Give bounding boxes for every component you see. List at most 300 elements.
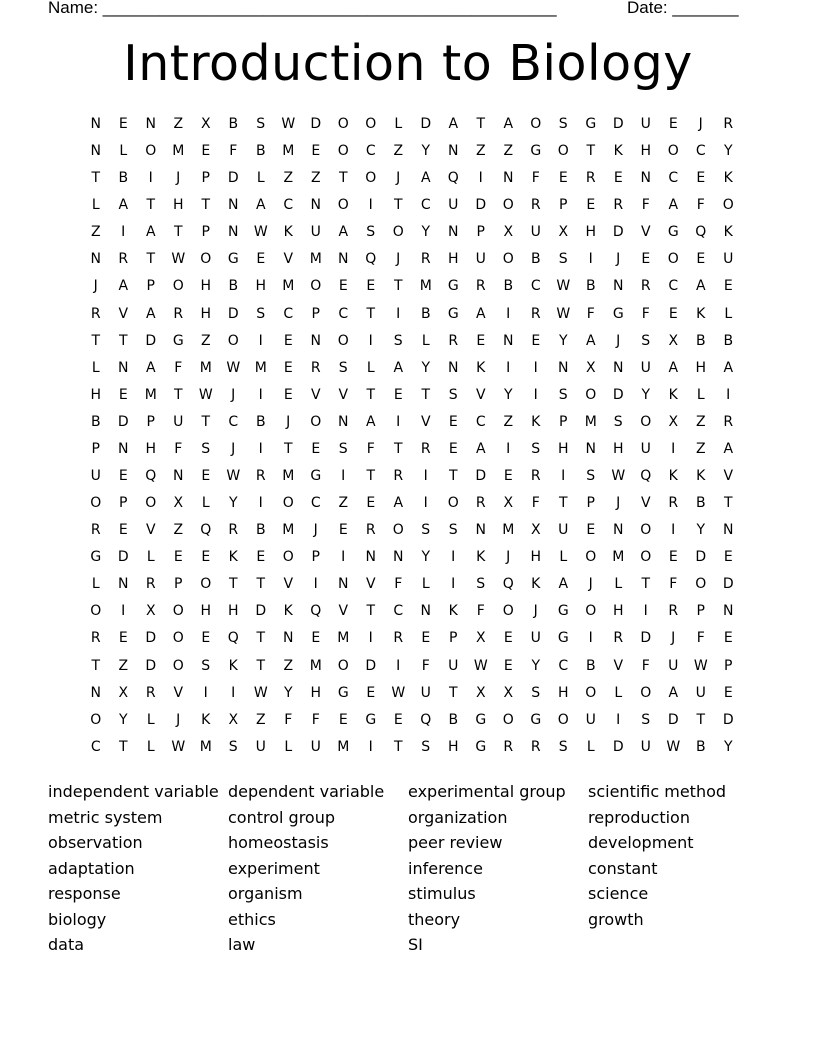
grid-letter[interactable]: T xyxy=(393,278,403,295)
grid-letter[interactable]: E xyxy=(118,468,128,485)
grid-letter[interactable]: J xyxy=(506,549,511,566)
grid-letter[interactable]: O xyxy=(502,251,514,268)
grid-letter[interactable]: Y xyxy=(558,332,568,349)
grid-letter[interactable]: I xyxy=(258,386,263,403)
grid-letter[interactable]: S xyxy=(641,711,651,728)
grid-letter[interactable]: P xyxy=(201,170,210,187)
grid-letter[interactable]: E xyxy=(696,251,706,268)
grid-letter[interactable]: Z xyxy=(503,143,514,160)
grid-letter[interactable]: S xyxy=(201,657,211,674)
grid-letter[interactable]: O xyxy=(502,603,514,620)
grid-letter[interactable]: R xyxy=(613,630,624,647)
grid-letter[interactable]: T xyxy=(696,711,706,728)
grid-letter[interactable]: C xyxy=(668,170,679,187)
grid-letter[interactable]: M xyxy=(282,278,295,295)
grid-letter[interactable]: C xyxy=(90,738,101,755)
grid-letter[interactable]: U xyxy=(640,440,651,457)
grid-letter[interactable]: O xyxy=(502,711,514,728)
grid-letter[interactable]: K xyxy=(668,386,678,403)
grid-letter[interactable]: T xyxy=(366,468,376,485)
grid-letter[interactable]: F xyxy=(641,657,650,674)
grid-letter[interactable]: J xyxy=(396,251,401,268)
grid-letter[interactable]: Q xyxy=(145,468,157,485)
grid-letter[interactable]: J xyxy=(588,576,593,593)
grid-letter[interactable]: I xyxy=(121,603,126,620)
grid-letter[interactable]: J xyxy=(231,386,236,403)
grid-letter[interactable]: A xyxy=(255,197,266,214)
grid-letter[interactable]: U xyxy=(640,359,651,376)
grid-letter[interactable]: G xyxy=(585,116,597,132)
grid-letter[interactable]: I xyxy=(396,305,401,322)
grid-letter[interactable]: R xyxy=(90,522,101,539)
grid-letter[interactable]: Z xyxy=(173,522,184,539)
grid-letter[interactable]: Y xyxy=(723,738,733,755)
grid-letter[interactable]: F xyxy=(394,576,403,593)
grid-letter[interactable]: A xyxy=(723,359,734,376)
grid-letter[interactable]: X xyxy=(668,413,679,430)
grid-letter[interactable]: A xyxy=(475,305,486,322)
grid-letter[interactable]: F xyxy=(641,197,650,214)
grid-letter[interactable]: T xyxy=(118,738,128,755)
grid-letter[interactable]: I xyxy=(396,657,401,674)
grid-letter[interactable]: R xyxy=(310,359,321,376)
grid-letter[interactable]: B xyxy=(695,738,706,755)
grid-letter[interactable]: F xyxy=(696,630,705,647)
grid-letter[interactable]: U xyxy=(723,251,734,268)
grid-letter[interactable]: A xyxy=(695,278,706,295)
grid-letter[interactable]: S xyxy=(448,386,458,403)
grid-letter[interactable]: C xyxy=(393,603,404,620)
grid-letter[interactable]: A xyxy=(145,359,156,376)
grid-letter[interactable]: G xyxy=(90,549,102,566)
grid-letter[interactable]: O xyxy=(557,711,569,728)
grid-letter[interactable]: U xyxy=(530,630,541,647)
grid-letter[interactable]: M xyxy=(612,549,625,566)
grid-letter[interactable]: T xyxy=(476,116,486,132)
grid-letter[interactable]: T xyxy=(91,170,101,187)
grid-letter[interactable]: M xyxy=(419,278,432,295)
grid-letter[interactable]: L xyxy=(394,116,403,132)
grid-letter[interactable]: F xyxy=(421,657,430,674)
grid-letter[interactable]: L xyxy=(614,684,623,701)
grid-letter[interactable]: G xyxy=(172,332,184,349)
grid-letter[interactable]: E xyxy=(393,711,403,728)
grid-letter[interactable]: A xyxy=(448,116,459,132)
grid-letter[interactable]: Y xyxy=(696,522,706,539)
grid-letter[interactable]: S xyxy=(476,576,486,593)
grid-letter[interactable]: M xyxy=(199,738,212,755)
grid-letter[interactable]: U xyxy=(310,224,321,241)
grid-letter[interactable]: G xyxy=(667,224,679,241)
grid-letter[interactable]: I xyxy=(231,684,236,701)
grid-letter[interactable]: T xyxy=(558,495,568,512)
grid-letter[interactable]: E xyxy=(366,495,376,512)
grid-letter[interactable]: Y xyxy=(421,549,431,566)
grid-letter[interactable]: D xyxy=(145,657,157,674)
grid-letter[interactable]: B xyxy=(228,116,239,132)
grid-letter[interactable]: H xyxy=(585,224,597,241)
grid-letter[interactable]: D xyxy=(227,170,239,187)
grid-letter[interactable]: N xyxy=(228,224,239,241)
grid-letter[interactable]: F xyxy=(311,711,320,728)
grid-letter[interactable]: O xyxy=(585,603,597,620)
grid-letter[interactable]: G xyxy=(475,711,487,728)
grid-letter[interactable]: G xyxy=(365,711,377,728)
grid-letter[interactable]: O xyxy=(365,170,377,187)
grid-letter[interactable]: Z xyxy=(475,143,486,160)
grid-letter[interactable]: X xyxy=(530,522,541,539)
grid-letter[interactable]: T xyxy=(173,224,183,241)
grid-letter[interactable]: R xyxy=(723,413,734,430)
grid-letter[interactable]: K xyxy=(613,143,623,160)
grid-letter[interactable]: P xyxy=(559,413,568,430)
grid-letter[interactable]: E xyxy=(338,711,348,728)
grid-letter[interactable]: F xyxy=(366,440,375,457)
grid-letter[interactable]: Z xyxy=(200,332,211,349)
grid-letter[interactable]: B xyxy=(255,413,266,430)
grid-letter[interactable]: J xyxy=(396,170,401,187)
grid-letter[interactable]: I xyxy=(368,630,373,647)
name-field[interactable]: Name: ________________________________________________ xyxy=(48,0,557,17)
grid-letter[interactable]: C xyxy=(558,657,569,674)
grid-letter[interactable]: I xyxy=(561,468,566,485)
grid-letter[interactable]: N xyxy=(118,359,129,376)
grid-letter[interactable]: A xyxy=(145,305,156,322)
grid-letter[interactable]: U xyxy=(558,522,569,539)
grid-letter[interactable]: E xyxy=(118,522,128,539)
grid-letter[interactable]: Z xyxy=(283,170,294,187)
grid-letter[interactable]: B xyxy=(585,278,596,295)
grid-letter[interactable]: X xyxy=(118,684,129,701)
grid-letter[interactable]: I xyxy=(451,576,456,593)
grid-letter[interactable]: E xyxy=(668,116,678,132)
grid-letter[interactable]: H xyxy=(447,738,459,755)
grid-letter[interactable]: Y xyxy=(421,224,431,241)
grid-letter[interactable]: I xyxy=(368,197,373,214)
grid-letter[interactable]: H xyxy=(145,440,157,457)
grid-letter[interactable]: T xyxy=(366,305,376,322)
grid-letter[interactable]: O xyxy=(585,549,597,566)
grid-letter[interactable]: Z xyxy=(173,116,184,132)
grid-letter[interactable]: B xyxy=(255,522,266,539)
grid-letter[interactable]: Z xyxy=(283,657,294,674)
grid-letter[interactable]: N xyxy=(448,224,459,241)
grid-letter[interactable]: O xyxy=(722,197,734,214)
grid-letter[interactable]: E xyxy=(723,684,733,701)
grid-letter[interactable]: A xyxy=(365,413,376,430)
grid-letter[interactable]: R xyxy=(585,170,596,187)
grid-letter[interactable]: S xyxy=(613,413,623,430)
grid-letter[interactable]: X xyxy=(173,495,184,512)
grid-letter[interactable]: A xyxy=(668,197,679,214)
grid-letter[interactable]: R xyxy=(723,116,734,132)
grid-letter[interactable]: H xyxy=(200,305,212,322)
grid-letter[interactable]: N xyxy=(613,522,624,539)
grid-letter[interactable]: O xyxy=(667,251,679,268)
grid-letter[interactable]: O xyxy=(640,522,652,539)
grid-letter[interactable]: Q xyxy=(365,251,377,268)
grid-letter[interactable]: G xyxy=(337,684,349,701)
grid-letter[interactable]: I xyxy=(451,549,456,566)
grid-letter[interactable]: H xyxy=(227,603,239,620)
grid-letter[interactable]: T xyxy=(91,657,101,674)
grid-letter[interactable]: F xyxy=(586,305,595,322)
grid-letter[interactable]: H xyxy=(90,386,102,403)
grid-letter[interactable]: I xyxy=(671,522,676,539)
grid-letter[interactable]: V xyxy=(283,576,294,593)
grid-letter[interactable]: D xyxy=(145,332,157,349)
grid-letter[interactable]: O xyxy=(337,116,349,132)
grid-letter[interactable]: L xyxy=(366,359,375,376)
grid-letter[interactable]: F xyxy=(174,359,183,376)
grid-letter[interactable]: H xyxy=(255,278,267,295)
grid-letter[interactable]: T xyxy=(283,440,293,457)
grid-letter[interactable]: G xyxy=(557,603,569,620)
grid-letter[interactable]: D xyxy=(420,116,432,132)
grid-letter[interactable]: R xyxy=(118,251,129,268)
grid-letter[interactable]: B xyxy=(723,332,734,349)
grid-letter[interactable]: O xyxy=(640,684,652,701)
grid-letter[interactable]: T xyxy=(393,197,403,214)
grid-letter[interactable]: N xyxy=(90,143,101,160)
grid-letter[interactable]: E xyxy=(613,170,623,187)
grid-letter[interactable]: B xyxy=(530,251,541,268)
grid-letter[interactable]: D xyxy=(255,603,267,620)
grid-letter[interactable]: I xyxy=(121,224,126,241)
grid-letter[interactable]: Q xyxy=(200,522,212,539)
grid-letter[interactable]: E xyxy=(311,630,321,647)
grid-letter[interactable]: E xyxy=(256,251,266,268)
grid-letter[interactable]: O xyxy=(337,332,349,349)
grid-letter[interactable]: U xyxy=(255,738,266,755)
grid-letter[interactable]: G xyxy=(227,251,239,268)
grid-letter[interactable]: Y xyxy=(421,143,431,160)
grid-letter[interactable]: C xyxy=(228,413,239,430)
grid-letter[interactable]: G xyxy=(447,278,459,295)
grid-letter[interactable]: V xyxy=(338,603,349,620)
grid-letter[interactable]: X xyxy=(145,603,156,620)
grid-letter[interactable]: T xyxy=(448,468,458,485)
grid-letter[interactable]: O xyxy=(447,495,459,512)
grid-letter[interactable]: Q xyxy=(310,603,322,620)
grid-letter[interactable]: D xyxy=(695,549,707,566)
grid-letter[interactable]: P xyxy=(146,278,155,295)
grid-letter[interactable]: G xyxy=(447,305,459,322)
grid-letter[interactable]: U xyxy=(695,684,706,701)
grid-letter[interactable]: O xyxy=(695,576,707,593)
grid-letter[interactable]: I xyxy=(368,332,373,349)
grid-letter[interactable]: S xyxy=(338,359,348,376)
grid-letter[interactable]: F xyxy=(531,495,540,512)
grid-letter[interactable]: E xyxy=(448,440,458,457)
grid-letter[interactable]: F xyxy=(696,197,705,214)
grid-letter[interactable]: H xyxy=(695,359,707,376)
grid-letter[interactable]: Z xyxy=(695,413,706,430)
grid-letter[interactable]: W xyxy=(473,657,488,674)
grid-letter[interactable]: E xyxy=(338,278,348,295)
grid-letter[interactable]: D xyxy=(117,413,129,430)
grid-letter[interactable]: C xyxy=(365,143,376,160)
grid-letter[interactable]: T xyxy=(146,197,156,214)
grid-letter[interactable]: A xyxy=(668,684,679,701)
grid-letter[interactable]: X xyxy=(200,116,211,132)
grid-letter[interactable]: F xyxy=(476,603,485,620)
grid-letter[interactable]: J xyxy=(231,440,236,457)
grid-letter[interactable]: E xyxy=(311,440,321,457)
grid-letter[interactable]: E xyxy=(256,549,266,566)
grid-letter[interactable]: B xyxy=(695,332,706,349)
grid-letter[interactable]: B xyxy=(695,495,706,512)
grid-letter[interactable]: K xyxy=(696,305,706,322)
grid-letter[interactable]: Y xyxy=(723,143,733,160)
grid-letter[interactable]: E xyxy=(476,332,486,349)
grid-letter[interactable]: L xyxy=(614,576,623,593)
grid-letter[interactable]: V xyxy=(310,386,321,403)
grid-letter[interactable]: K xyxy=(723,170,733,187)
grid-letter[interactable]: S xyxy=(586,468,596,485)
grid-letter[interactable]: L xyxy=(284,738,293,755)
grid-letter[interactable]: E xyxy=(118,116,128,132)
grid-letter[interactable]: D xyxy=(612,224,624,241)
grid-letter[interactable]: R xyxy=(145,576,156,593)
grid-letter[interactable]: W xyxy=(693,657,708,674)
grid-letter[interactable]: E xyxy=(201,549,211,566)
grid-letter[interactable]: N xyxy=(145,116,156,132)
grid-letter[interactable]: O xyxy=(530,116,542,132)
grid-letter[interactable]: E xyxy=(696,170,706,187)
grid-letter[interactable]: P xyxy=(91,440,100,457)
grid-letter[interactable]: H xyxy=(640,143,652,160)
grid-letter[interactable]: Q xyxy=(640,468,652,485)
grid-letter[interactable]: I xyxy=(643,603,648,620)
grid-letter[interactable]: S xyxy=(421,522,431,539)
grid-letter[interactable]: E xyxy=(641,251,651,268)
grid-letter[interactable]: O xyxy=(585,386,597,403)
grid-letter[interactable]: J xyxy=(176,170,181,187)
grid-letter[interactable]: O xyxy=(365,116,377,132)
grid-letter[interactable]: C xyxy=(530,278,541,295)
grid-letter[interactable]: K xyxy=(283,224,293,241)
grid-letter[interactable]: S xyxy=(421,738,431,755)
grid-letter[interactable]: L xyxy=(256,170,265,187)
grid-letter[interactable]: M xyxy=(172,143,185,160)
grid-letter[interactable]: D xyxy=(145,630,157,647)
grid-letter[interactable]: U xyxy=(640,738,651,755)
grid-letter[interactable]: E xyxy=(366,684,376,701)
grid-letter[interactable]: M xyxy=(282,522,295,539)
grid-letter[interactable]: X xyxy=(475,684,486,701)
grid-letter[interactable]: M xyxy=(282,468,295,485)
grid-letter[interactable]: A xyxy=(393,359,404,376)
grid-letter[interactable]: E xyxy=(173,549,183,566)
grid-letter[interactable]: R xyxy=(228,522,239,539)
grid-letter[interactable]: E xyxy=(421,630,431,647)
grid-letter[interactable]: G xyxy=(557,630,569,647)
grid-letter[interactable]: P xyxy=(559,197,568,214)
grid-letter[interactable]: X xyxy=(475,630,486,647)
grid-letter[interactable]: O xyxy=(585,684,597,701)
grid-letter[interactable]: O xyxy=(90,711,102,728)
grid-letter[interactable]: T xyxy=(173,386,183,403)
grid-letter[interactable]: J xyxy=(671,630,676,647)
grid-letter[interactable]: R xyxy=(420,251,431,268)
grid-letter[interactable]: W xyxy=(253,224,268,241)
grid-letter[interactable]: R xyxy=(420,440,431,457)
grid-letter[interactable]: M xyxy=(584,413,597,430)
grid-letter[interactable]: K xyxy=(448,603,458,620)
grid-letter[interactable]: J xyxy=(176,711,181,728)
grid-letter[interactable]: K xyxy=(668,468,678,485)
grid-letter[interactable]: N xyxy=(228,197,239,214)
grid-letter[interactable]: V xyxy=(365,576,376,593)
grid-letter[interactable]: E xyxy=(118,630,128,647)
grid-letter[interactable]: T xyxy=(366,603,376,620)
grid-letter[interactable]: O xyxy=(337,197,349,214)
grid-letter[interactable]: E xyxy=(503,630,513,647)
grid-letter[interactable]: I xyxy=(588,630,593,647)
grid-letter[interactable]: Y xyxy=(118,711,128,728)
grid-letter[interactable]: B xyxy=(90,413,101,430)
grid-letter[interactable]: E xyxy=(118,386,128,403)
grid-letter[interactable]: T xyxy=(256,630,266,647)
grid-letter[interactable]: N xyxy=(365,549,376,566)
grid-letter[interactable]: T xyxy=(586,143,596,160)
grid-letter[interactable]: K xyxy=(531,413,541,430)
grid-letter[interactable]: R xyxy=(475,278,486,295)
grid-letter[interactable]: V xyxy=(118,305,129,322)
grid-letter[interactable]: Y xyxy=(421,359,431,376)
grid-letter[interactable]: L xyxy=(421,576,430,593)
grid-letter[interactable]: N xyxy=(723,603,734,620)
grid-letter[interactable]: R xyxy=(393,630,404,647)
grid-letter[interactable]: J xyxy=(698,116,703,132)
grid-letter[interactable]: V xyxy=(283,251,294,268)
grid-letter[interactable]: C xyxy=(475,413,486,430)
grid-letter[interactable]: I xyxy=(533,386,538,403)
grid-letter[interactable]: O xyxy=(337,657,349,674)
grid-letter[interactable]: E xyxy=(586,197,596,214)
grid-letter[interactable]: P xyxy=(476,224,485,241)
grid-letter[interactable]: K xyxy=(531,576,541,593)
grid-letter[interactable]: T xyxy=(393,738,403,755)
grid-letter[interactable]: T xyxy=(723,495,733,512)
grid-letter[interactable]: A xyxy=(145,224,156,241)
grid-letter[interactable]: U xyxy=(173,413,184,430)
grid-letter[interactable]: I xyxy=(341,549,346,566)
grid-letter[interactable]: W xyxy=(281,116,296,132)
grid-letter[interactable]: U xyxy=(475,251,486,268)
grid-letter[interactable]: R xyxy=(530,468,541,485)
grid-letter[interactable]: U xyxy=(585,711,596,728)
grid-letter[interactable]: F xyxy=(531,170,540,187)
grid-letter[interactable]: Q xyxy=(695,224,707,241)
grid-letter[interactable]: C xyxy=(420,197,431,214)
grid-letter[interactable]: Q xyxy=(420,711,432,728)
grid-letter[interactable]: B xyxy=(228,278,239,295)
grid-letter[interactable]: N xyxy=(503,170,514,187)
grid-letter[interactable]: T xyxy=(228,576,238,593)
grid-letter[interactable]: J xyxy=(313,522,318,539)
grid-letter[interactable]: I xyxy=(258,332,263,349)
grid-letter[interactable]: D xyxy=(722,711,734,728)
grid-letter[interactable]: J xyxy=(616,251,621,268)
grid-letter[interactable]: D xyxy=(310,116,322,132)
grid-letter[interactable]: R xyxy=(448,332,459,349)
grid-letter[interactable]: M xyxy=(309,251,322,268)
grid-letter[interactable]: S xyxy=(531,440,541,457)
grid-letter[interactable]: O xyxy=(640,549,652,566)
grid-letter[interactable]: P xyxy=(449,630,458,647)
